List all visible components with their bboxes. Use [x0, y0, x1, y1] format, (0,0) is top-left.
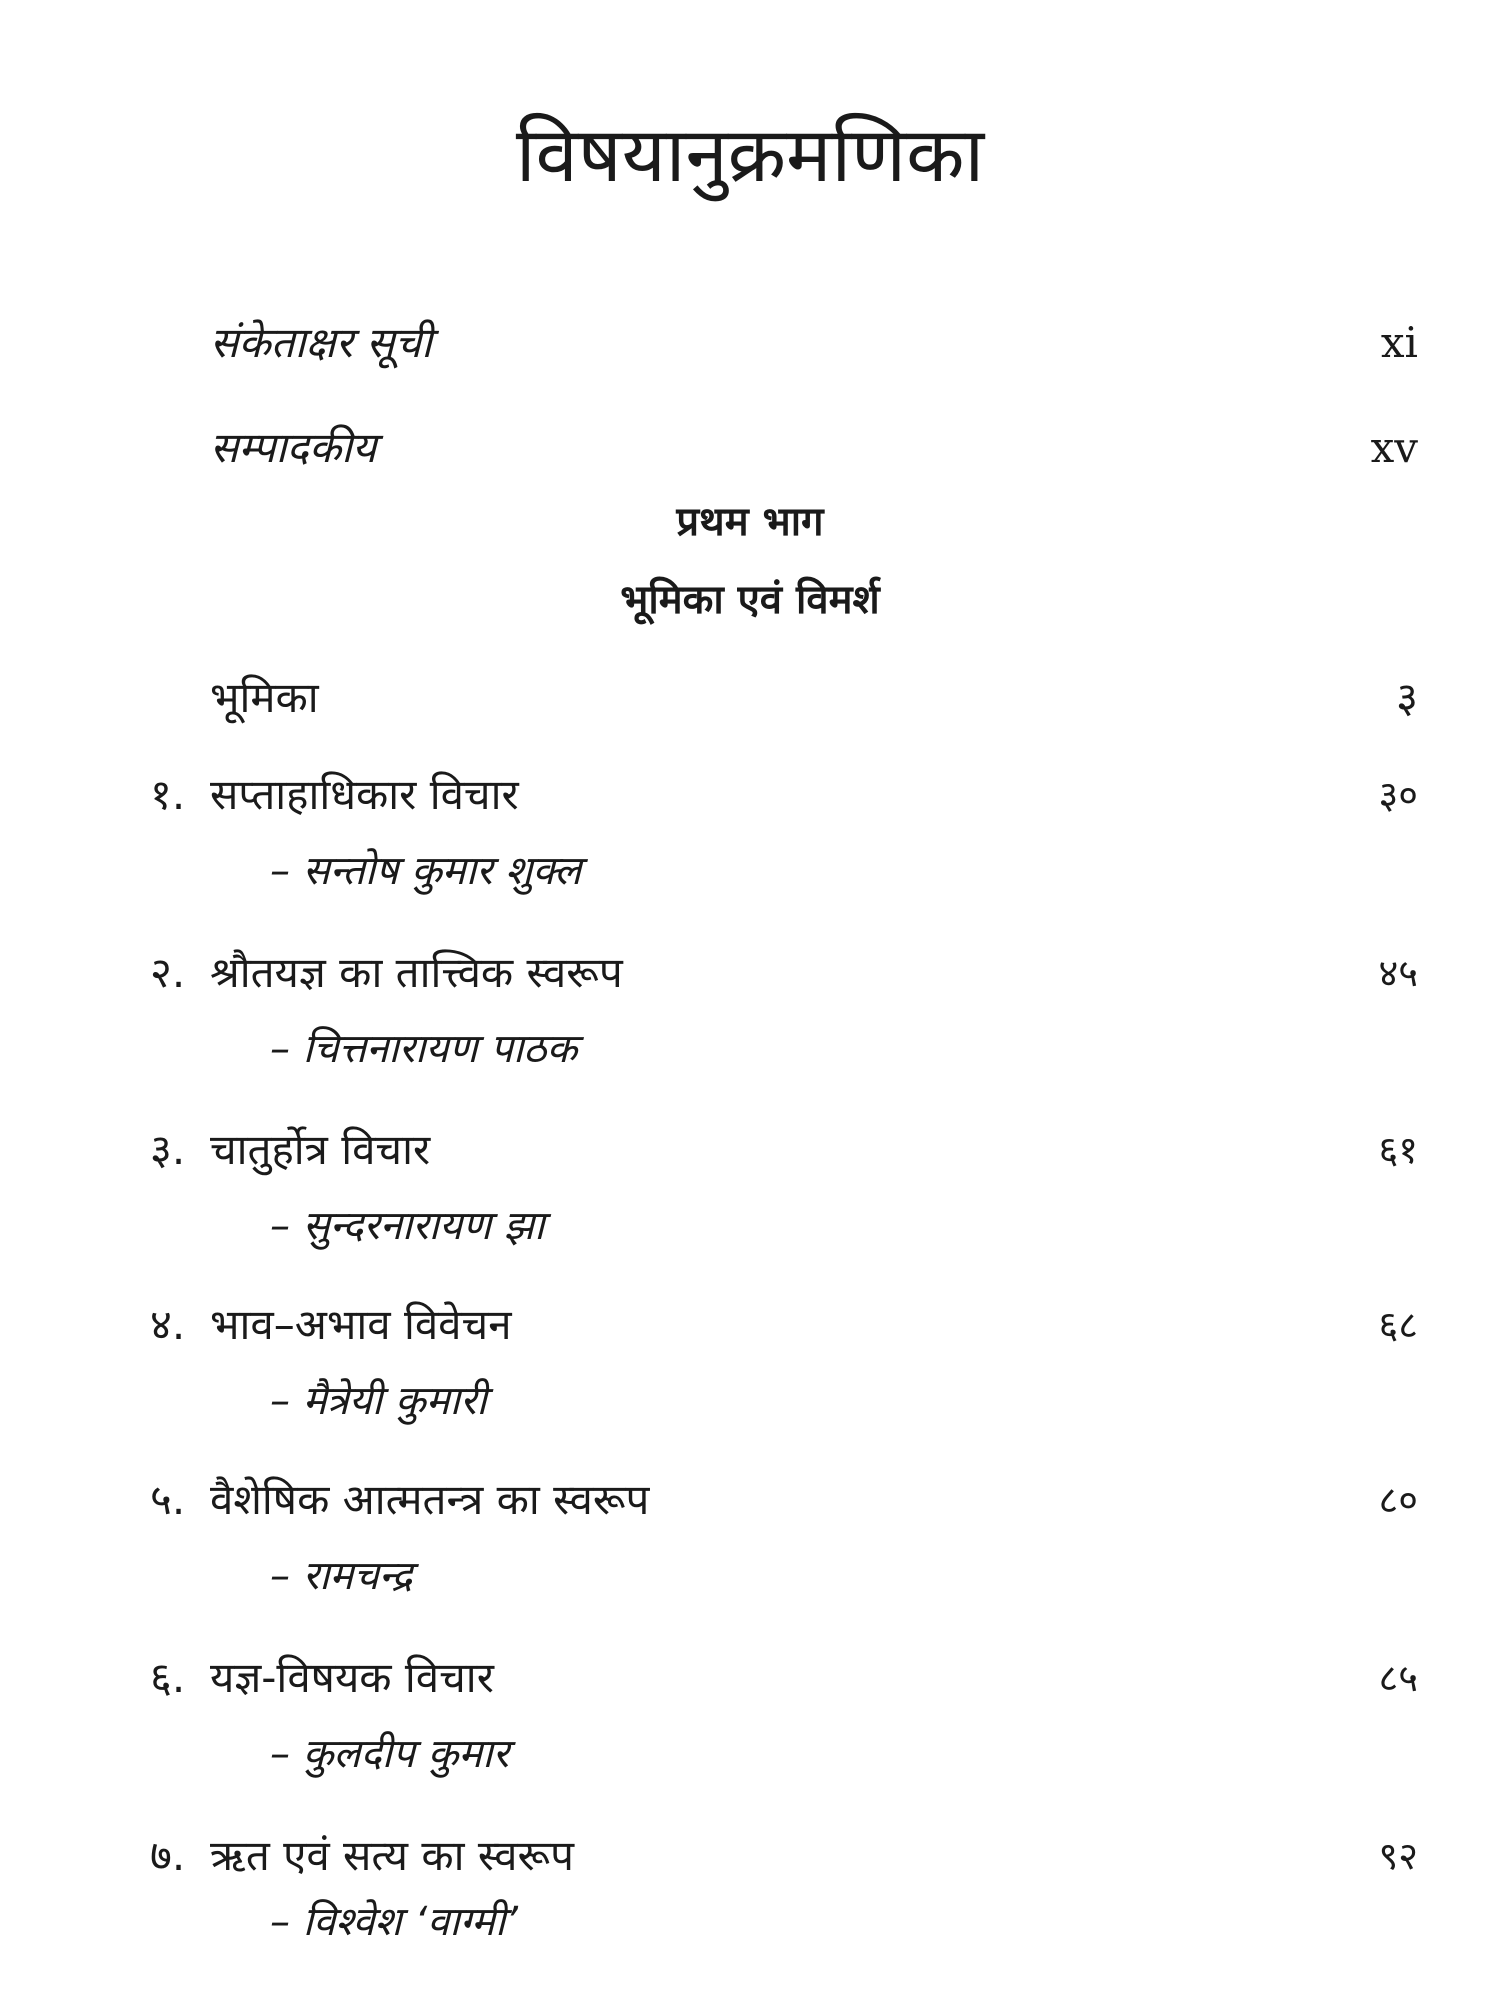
toc-page-number: ३० — [1378, 773, 1418, 817]
toc-page-number: xi — [1380, 318, 1418, 367]
toc-page-number: ९२ — [1378, 1834, 1418, 1878]
chapter-number: ७. — [150, 1831, 186, 1880]
chapter-author: – कुलदीप कुमार — [270, 1731, 509, 1777]
toc-chapter[interactable] — [150, 1295, 1418, 1435]
toc-page-number: ४५ — [1378, 951, 1418, 995]
toc-entry-label: सम्पादकीय — [210, 423, 377, 472]
chapter-author: – सुन्दरनारायण झा — [270, 1203, 545, 1249]
toc-page-number: ६१ — [1378, 1128, 1418, 1172]
chapter-author: – रामचन्द्र — [270, 1553, 413, 1599]
chapter-title: यज्ञ-विषयक विचार — [210, 1653, 494, 1702]
chapter-title: भाव–अभाव विवेचन — [210, 1300, 512, 1349]
chapter-author: – मैत्रेयी कुमारी — [270, 1378, 487, 1424]
chapter-author: – चित्तनारायण पाठक — [270, 1026, 578, 1072]
toc-chapter[interactable] — [150, 1826, 1418, 1966]
toc-entry-editorial[interactable] — [210, 418, 1418, 478]
chapter-title: सप्ताहाधिकार विचार — [210, 770, 519, 819]
toc-page-number: ३ — [1396, 673, 1418, 722]
chapter-title: ऋत एवं सत्य का स्वरूप — [210, 1831, 574, 1880]
toc-entry-abbreviations[interactable] — [210, 313, 1418, 373]
toc-chapter[interactable] — [150, 943, 1418, 1083]
toc-chapter[interactable] — [150, 765, 1418, 905]
toc-page-number: ८५ — [1378, 1656, 1418, 1700]
toc-entry-label: भूमिका — [210, 673, 319, 722]
toc-entry-introduction[interactable] — [210, 668, 1418, 728]
chapter-author: – सन्तोष कुमार शुक्ल — [270, 848, 582, 894]
chapter-number: १. — [150, 770, 186, 819]
chapter-number: ५. — [150, 1475, 186, 1524]
toc-chapter[interactable] — [150, 1470, 1418, 1610]
toc-chapter[interactable] — [150, 1120, 1418, 1260]
chapter-number: २. — [150, 948, 186, 997]
chapter-title: वैशेषिक आत्मतन्त्र का स्वरूप — [210, 1475, 650, 1524]
toc-entry-label: संकेताक्षर सूची — [210, 318, 433, 367]
page-title: विषयानुक्रमणिका — [515, 110, 985, 199]
part-heading: प्रथम भाग — [676, 499, 824, 545]
toc-page-number: ६८ — [1378, 1303, 1418, 1347]
chapter-author: – विश्वेश ‘वाग्मी’ — [270, 1899, 519, 1945]
chapter-number: ४. — [150, 1300, 186, 1349]
toc-chapter[interactable] — [150, 1648, 1418, 1788]
toc-page-number: ८० — [1378, 1478, 1418, 1522]
chapter-number: ६. — [150, 1653, 186, 1702]
chapter-title: श्रौतयज्ञ का तात्त्विक स्वरूप — [210, 948, 623, 997]
part-subtitle: भूमिका एवं विमर्श — [620, 577, 880, 623]
toc-page-number: xv — [1370, 423, 1418, 472]
chapter-number: ३. — [150, 1125, 186, 1174]
chapter-title: चातुर्होत्र विचार — [210, 1125, 431, 1174]
